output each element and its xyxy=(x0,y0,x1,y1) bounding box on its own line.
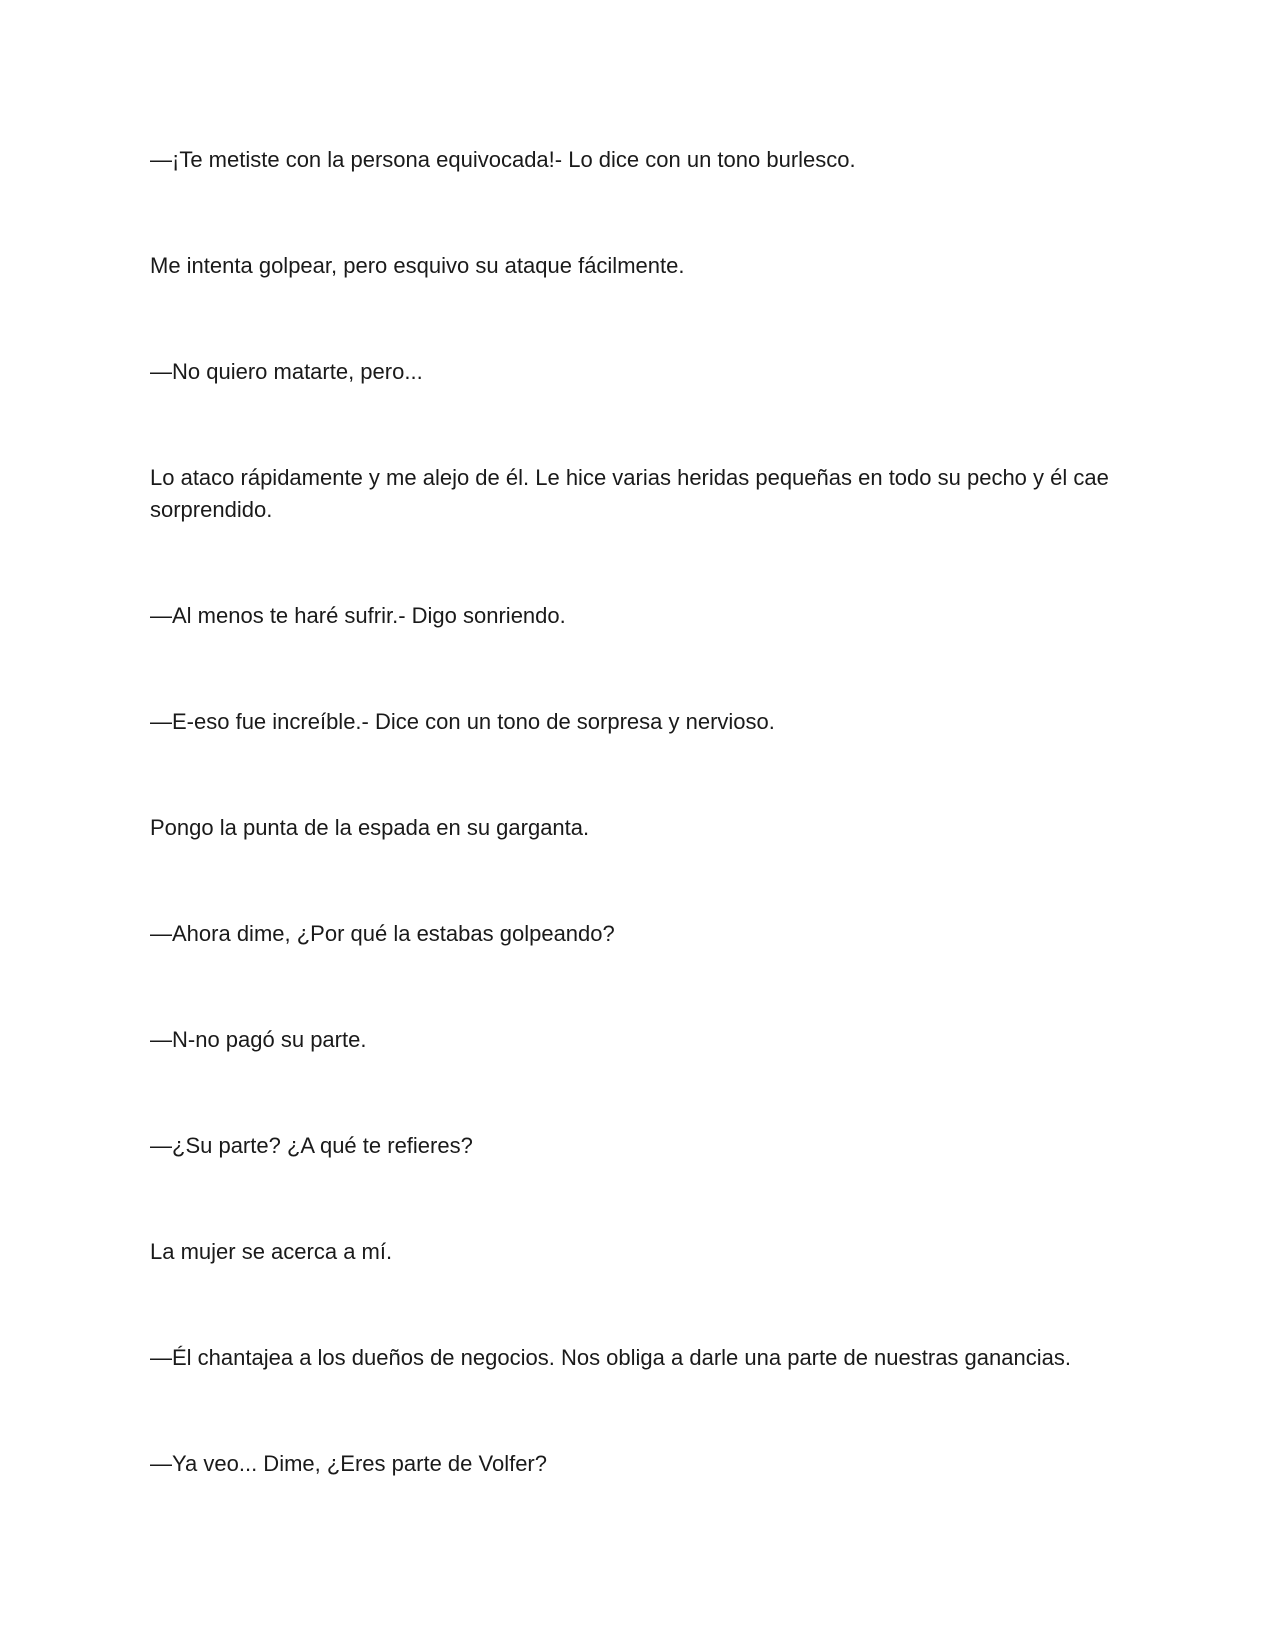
paragraph: —N-no pagó su parte. xyxy=(150,1027,367,1052)
paragraph: —Ahora dime, ¿Por qué la estabas golpeando? xyxy=(150,921,615,946)
paragraph: —Al menos te haré sufrir.- Digo sonriendo. xyxy=(150,603,566,628)
paragraph: —Ya veo... Dime, ¿Eres parte de Volfer? xyxy=(150,1451,547,1476)
paragraph: Lo ataco rápidamente y me alejo de él. Le hice varias heridas pequeñas en todo su pecho y él cae sorprendido. xyxy=(150,465,1109,522)
paragraph: La mujer se acerca a mí. xyxy=(150,1239,393,1264)
paragraph: —¡Te metiste con la persona equivocada!- Lo dice con un tono burlesco. xyxy=(150,147,856,172)
paragraph: Me intenta golpear, pero esquivo su ataque fácilmente. xyxy=(150,253,685,278)
paragraph: —¿Su parte? ¿A qué te refieres? xyxy=(150,1133,473,1158)
paragraph: —E-eso fue increíble.- Dice con un tono de sorpresa y nervioso. xyxy=(150,709,775,734)
document-body xyxy=(150,144,1110,1480)
paragraph: —No quiero matarte, pero... xyxy=(150,359,423,384)
paragraph: —Él chantajea a los dueños de negocios. Nos obliga a darle una parte de nuestras ganancias. xyxy=(150,1345,1071,1370)
paragraph: Pongo la punta de la espada en su garganta. xyxy=(150,815,590,840)
